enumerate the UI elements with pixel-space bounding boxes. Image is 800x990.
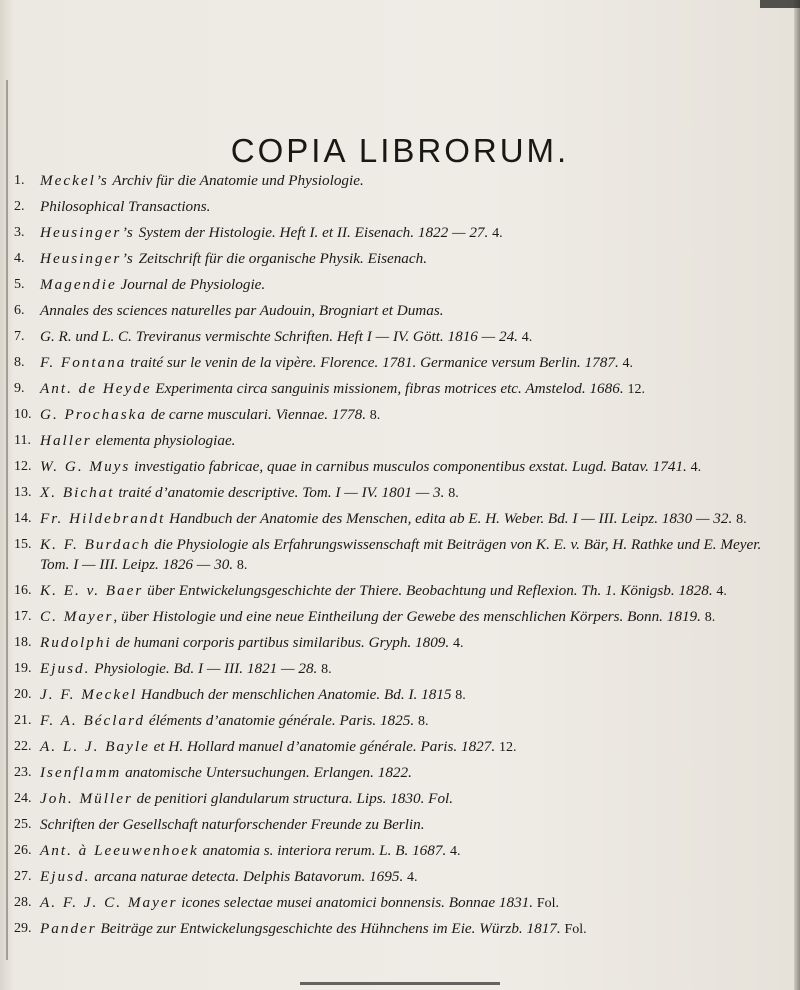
bibliography-list: [14, 171, 784, 945]
entry-format: 4.: [622, 356, 634, 371]
bibliography-entry: [14, 607, 784, 628]
entry-number: 8.: [14, 355, 25, 370]
entry-text: die Physiologie als Erfahrungswissenschaft mit Beiträgen von K. E. v. Bär, H. Rathke und E. Meyer. Tom. I — III. Leipz. 1826 — 30.: [40, 536, 762, 574]
bibliography-entry: [14, 659, 784, 680]
bibliography-entry: [14, 815, 784, 836]
entry-text: System der Histologie. Heft I. et II. Eisenach. 1822 — 27.: [134, 224, 489, 241]
entry-format: 8.: [455, 688, 466, 704]
entry-author: F. Fontana: [40, 354, 127, 371]
entry-number: 29.: [14, 921, 32, 937]
bibliography-entry: [14, 509, 784, 530]
bibliography-entry: [14, 535, 784, 576]
entry-text: anatomische Untersuchungen. Erlangen. 1822.: [121, 764, 412, 782]
entry-number: 1.: [14, 173, 25, 188]
entry-number: 9.: [14, 381, 25, 396]
bibliography-entry: [14, 327, 784, 348]
bibliography-entry: [14, 379, 784, 400]
entry-author: W. G. Muys: [40, 458, 131, 475]
entry-text: Physiologie. Bd. I — III. 1821 — 28.: [90, 660, 318, 678]
bibliography-entry: [14, 685, 784, 706]
entry-number: 5.: [14, 277, 25, 292]
bibliography-entry: [14, 789, 784, 810]
bibliography-entry: [14, 171, 784, 192]
scan-artifact: [760, 0, 800, 8]
bibliography-entry: [14, 867, 784, 888]
entry-format: 8.: [704, 610, 716, 626]
entry-text: icones selectae musei anatomici bonnensis. Bonnae 1831.: [177, 894, 534, 912]
entry-number: 4.: [14, 251, 25, 266]
entry-author: A. L. J. Bayle: [40, 738, 150, 756]
entry-author: C. Mayer: [40, 608, 114, 626]
entry-format: 8.: [321, 662, 332, 678]
bibliography-entry: [14, 893, 784, 914]
entry-format: 8.: [236, 558, 248, 574]
entry-number: 10.: [14, 407, 32, 422]
bibliography-entry: [14, 633, 784, 654]
bibliography-entry: [14, 197, 784, 218]
entry-text: Zeitschrift für die organische Physik. Eisenach.: [134, 250, 428, 267]
entry-text: Handbuch der Anatomie des Menschen, edita ab E. H. Weber. Bd. I — III. Leipz. 1830 — 32.: [165, 510, 733, 527]
entry-number: 14.: [14, 511, 32, 526]
entry-author: Pander: [40, 920, 97, 938]
entry-author: Ejusd.: [40, 868, 91, 886]
bibliography-entry: [14, 275, 784, 296]
entry-text: et H. Hollard manuel d’anatomie générale. Paris. 1827.: [149, 738, 496, 756]
bibliography-entry: [14, 483, 784, 504]
entry-number: 26.: [14, 843, 32, 859]
entry-number: 16.: [14, 583, 32, 599]
entry-text: arcana naturae detecta. Delphis Batavorum. 1695.: [90, 868, 404, 886]
entry-format: 4.: [407, 870, 418, 886]
entry-text: Handbuch der menschlichen Anatomie. Bd. I. 1815: [137, 686, 452, 704]
entry-format: 4.: [690, 460, 702, 475]
entry-text: , über Histologie und eine neue Eintheilung der Gewebe des menschlichen Körpers. Bonn. 1819.: [113, 608, 701, 626]
entry-text: Annales des sciences naturelles par Audouin, Brogniart et Dumas.: [40, 302, 444, 319]
entry-author: Heusinger’s: [40, 250, 135, 267]
binding-edge: [6, 80, 8, 960]
entry-number: 25.: [14, 817, 32, 833]
entry-number: 18.: [14, 635, 32, 651]
entry-format: 4.: [521, 330, 533, 345]
entry-format: 8.: [417, 714, 429, 730]
bibliography-entry: [14, 581, 784, 602]
entry-text: éléments d’anatomie générale. Paris. 1825.: [145, 712, 415, 730]
entry-number: 12.: [14, 459, 32, 474]
entry-author: F. A. Béclard: [40, 712, 146, 730]
entry-text: anatomia s. interiora rerum. L. B. 1687.: [198, 842, 447, 860]
entry-author: K. F. Burdach: [40, 536, 151, 553]
entry-number: 23.: [14, 765, 32, 781]
entry-number: 28.: [14, 895, 32, 911]
entry-number: 20.: [14, 687, 32, 703]
entry-author: Magendie: [40, 276, 117, 293]
entry-text: Archiv für die Anatomie und Physiologie.: [108, 172, 364, 189]
bibliography-entry: [14, 457, 784, 478]
entry-author: Heusinger’s: [40, 224, 135, 241]
entry-author: X. Bichat: [40, 484, 115, 501]
entry-number: 13.: [14, 485, 32, 500]
entry-format: 8.: [448, 486, 459, 501]
entry-author: Meckel’s: [40, 172, 109, 189]
entry-text: Philosophical Transactions.: [40, 198, 211, 215]
bibliography-entry: [14, 353, 784, 374]
entry-author: Ejusd.: [40, 660, 91, 678]
entry-author: Haller: [40, 432, 92, 449]
entry-number: 3.: [14, 225, 25, 240]
entry-author: Fr. Hildebrandt: [40, 510, 166, 527]
entry-format: Fol.: [564, 922, 587, 938]
entry-text: elementa physiologiae.: [91, 432, 236, 449]
page-title: COPIA LIBRORUM.: [230, 132, 570, 170]
bibliography-entry: [14, 919, 784, 940]
entry-format: 4.: [450, 844, 461, 860]
entry-number: 2.: [14, 199, 25, 214]
bibliography-entry: [14, 841, 784, 862]
entry-author: Isenflamm: [40, 764, 122, 782]
entry-format: 12.: [498, 740, 517, 756]
entry-text: G. R. und L. C. Treviranus vermischte Schriften. Heft I — IV. Gött. 1816 — 24.: [40, 328, 518, 345]
entry-number: 17.: [14, 609, 32, 625]
entry-text: investigatio fabricae, quae in carnibus musculos componentibus exstat. Lugd. Batav. 1741.: [130, 458, 687, 475]
entry-text: Beiträge zur Entwickelungsgeschichte des Hühnchens im Eie. Würzb. 1817.: [96, 920, 561, 938]
entry-number: 7.: [14, 329, 25, 344]
entry-format: 4.: [716, 584, 727, 600]
entry-text: Journal de Physiologie.: [116, 276, 266, 293]
entry-format: Fol.: [536, 896, 560, 912]
entry-author: Ant. de Heyde: [40, 380, 152, 397]
entry-author: K. E. v. Baer: [40, 582, 144, 600]
entry-number: 22.: [14, 739, 32, 755]
entry-author: G. Prochaska: [40, 406, 147, 423]
entry-number: 19.: [14, 661, 32, 677]
entry-format: 4.: [492, 226, 503, 241]
entry-number: 24.: [14, 791, 32, 807]
entry-number: 21.: [14, 713, 32, 729]
entry-text: de penitiori glandularum structura. Lips. 1830. Fol.: [132, 790, 454, 808]
entry-text: Schriften der Gesellschaft naturforschender Freunde zu Berlin.: [40, 816, 425, 834]
entry-number: 6.: [14, 303, 25, 318]
entry-format: 8.: [736, 512, 747, 527]
bibliography-entry: [14, 737, 784, 758]
entry-author: Ant. à Leeuwenhoek: [40, 842, 199, 860]
bibliography-entry: [14, 763, 784, 784]
entry-number: 27.: [14, 869, 32, 885]
entry-author: J. F. Meckel: [40, 686, 138, 704]
entry-format: 12.: [627, 382, 645, 397]
bibliography-entry: [14, 223, 784, 244]
bottom-rule: [300, 982, 500, 985]
entry-text: traité d’anatomie descriptive. Tom. I — IV. 1801 — 3.: [114, 484, 445, 501]
entry-author: Rudolphi: [40, 634, 112, 652]
bibliography-entry: [14, 301, 784, 322]
entry-text: traité sur le venin de la vipère. Florence. 1781. Germanice versum Berlin. 1787.: [126, 354, 619, 371]
entry-number: 11.: [14, 433, 31, 448]
entry-text: Experimenta circa sanguinis missionem, fibras motrices etc. Amstelod. 1686.: [151, 380, 624, 397]
entry-number: 15.: [14, 537, 32, 552]
entry-author: A. F. J. C. Mayer: [40, 894, 178, 912]
bibliography-entry: [14, 249, 784, 270]
bibliography-entry: [14, 405, 784, 426]
entry-text: de carne musculari. Viennae. 1778.: [146, 406, 366, 423]
bibliography-entry: [14, 711, 784, 732]
entry-text: über Entwickelungsgeschichte der Thiere. Beobachtung und Reflexion. Th. 1. Königsb. 1828.: [143, 582, 713, 600]
entry-format: 4.: [453, 636, 464, 652]
entry-text: de humani corporis partibus similaribus. Gryph. 1809.: [111, 634, 450, 652]
entry-format: 8.: [369, 408, 381, 423]
bibliography-entry: [14, 431, 784, 452]
entry-author: Joh. Müller: [40, 790, 133, 808]
